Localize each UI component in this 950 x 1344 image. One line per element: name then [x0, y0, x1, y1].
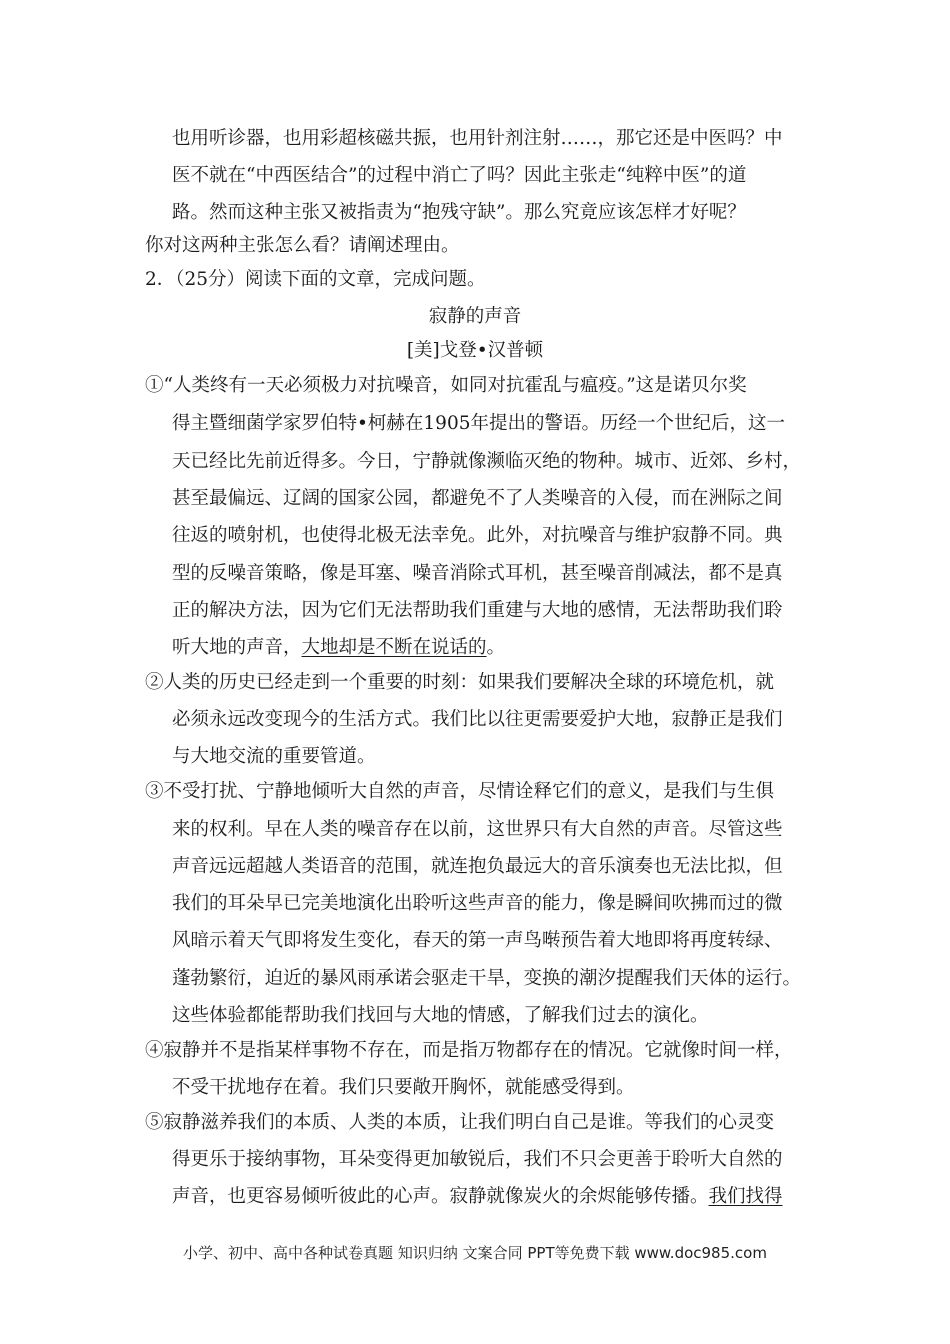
- article-author: [美]戈登•汉普顿: [406, 340, 544, 361]
- underlined-phrase: 我们找得: [708, 1186, 783, 1207]
- question-header: 2．（25分）阅读下面的文章，完成问题。: [145, 269, 486, 290]
- question-prompt: 你对这两种主张怎么看？请阐述理由。: [145, 235, 460, 256]
- paragraph-4-line: 不受干扰地存在着。我们只要敞开胸怀，就能感受得到。: [172, 1077, 635, 1098]
- paragraph-5-line: 得更乐于接纳事物，耳朵变得更加敏锐后，我们不只会更善于聆听大自然的: [172, 1149, 783, 1170]
- text-line: 医不就在“中西医结合”的过程中消亡了吗？因此主张走“纯粹中医”的道: [172, 165, 747, 186]
- paragraph-3-line: 这些体验都能帮助我们找回与大地的情感，了解我们过去的演化。: [172, 1005, 709, 1026]
- text-line: 也用听诊器，也用彩超核磁共振，也用针剂注射……，那它还是中医吗？中: [172, 128, 783, 149]
- paragraph-2-line: 与大地交流的重要管道。: [172, 746, 376, 767]
- paragraph-4-line: ④寂静并不是指某样事物不存在，而是指万物都存在的情况。它就像时间一样，: [145, 1040, 793, 1061]
- text-line: 路。然而这种主张又被指责为“抱残守缺”。那么究竟应该怎样才好呢？: [172, 202, 746, 223]
- underlined-phrase: 大地却是不断在说话的: [301, 637, 487, 658]
- paragraph-1-line: ①“人类终有一天必须极力对抗噪音，如同对抗霍乱与瘟疫。”这是诺贝尔奖: [145, 375, 747, 396]
- paragraph-1-line: 得主暨细菌学家罗伯特•柯赫在1905年提出的警语。历经一个世纪后，这一: [172, 413, 785, 434]
- paragraph-3-line: ③不受打扰、宁静地倾听大自然的声音，尽情诠释它们的意义，是我们与生俱: [145, 781, 775, 802]
- paragraph-5-line: ⑤寂静滋养我们的本质、人类的本质，让我们明白自己是谁。等我们的心灵变: [145, 1112, 775, 1133]
- text-segment: 听大地的声音，: [172, 637, 302, 658]
- paragraph-3-line: 风暗示着天气即将发生变化，春天的第一声鸟啭预告着大地即将再度转绿、: [172, 930, 783, 951]
- paragraph-3-line: 我们的耳朵早已完美地演化出聆听这些声音的能力，像是瞬间吹拂而过的微: [172, 893, 783, 914]
- page-footer: 小学、初中、高中各种试卷真题 知识归纳 文案合同 PPT等免费下载 www.doc985.com: [183, 1244, 767, 1262]
- text-segment: 声音，也更容易倾听彼此的心声。寂静就像炭火的余烬能够传播。: [172, 1186, 709, 1207]
- paragraph-3-line: 蓬勃繁衍，迫近的暴风雨承诺会驱走干旱，变换的潮汐提醒我们天体的运行。: [172, 968, 802, 989]
- paragraph-1-line: 往返的喷射机，也使得北极无法幸免。此外，对抗噪音与维护寂静不同。典: [172, 525, 783, 546]
- paragraph-5-line: [172, 1185, 783, 1209]
- paragraph-1-line: 正的解决方法，因为它们无法帮助我们重建与大地的感情，无法帮助我们聆: [172, 600, 783, 621]
- paragraph-2-line: 必须永远改变现今的生活方式。我们比以往更需要爱护大地，寂静正是我们: [172, 709, 783, 730]
- paragraph-1-line: [172, 636, 505, 660]
- paragraph-3-line: 来的权利。早在人类的噪音存在以前，这世界只有大自然的声音。尽管这些: [172, 819, 783, 840]
- paragraph-2-line: ②人类的历史已经走到一个重要的时刻：如果我们要解决全球的环境危机，就: [145, 672, 775, 693]
- paragraph-3-line: 声音远远超越人类语音的范围，就连抱负最远大的音乐演奏也无法比拟，但: [172, 856, 783, 877]
- article-title: 寂静的声音: [428, 306, 522, 327]
- paragraph-1-line: 型的反噪音策略，像是耳塞、噪音消除式耳机，甚至噪音削减法，都不是真: [172, 563, 783, 584]
- text-segment: 。: [486, 637, 506, 658]
- paragraph-1-line: 甚至最偏远、辽阔的国家公园，都避免不了人类噪音的入侵，而在洲际之间: [172, 488, 783, 509]
- paragraph-1-line: 天已经比先前近得多。今日，宁静就像濒临灭绝的物种。城市、近郊、乡村，: [172, 451, 802, 472]
